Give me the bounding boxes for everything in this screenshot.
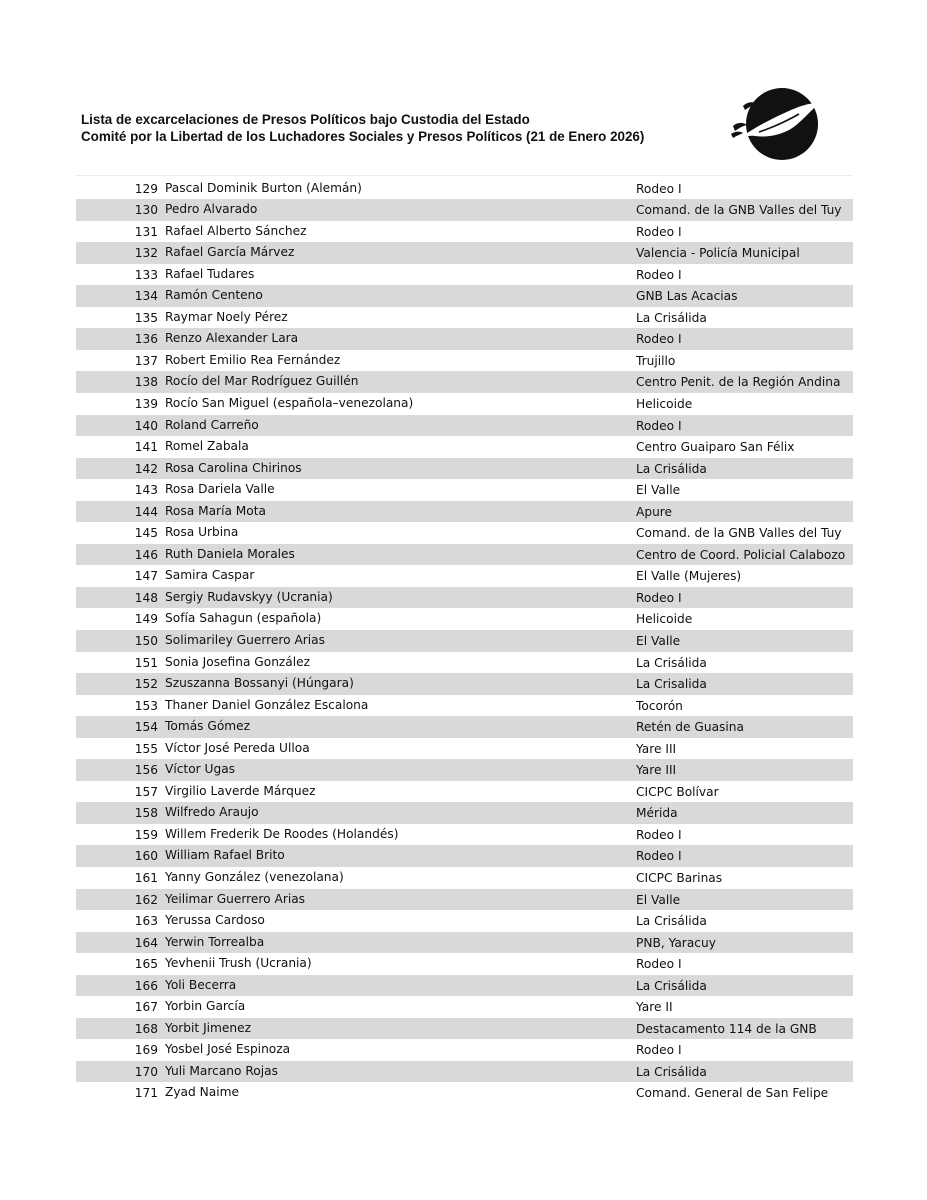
detention-location: Apure: [636, 504, 673, 519]
prisoner-name: Pascal Dominik Burton (Alemán): [165, 180, 362, 195]
row-number: 135: [134, 310, 158, 325]
table-row: [76, 242, 853, 264]
detention-location: La Crisálida: [636, 914, 707, 929]
detention-location: CICPC Bolívar: [636, 784, 719, 799]
table-row: [76, 1039, 853, 1061]
row-number: 153: [134, 698, 158, 713]
detention-location: Rodeo I: [636, 224, 682, 239]
detention-location: Comand. de la GNB Valles del Tuy: [636, 526, 842, 541]
row-number: 152: [134, 677, 158, 692]
prisoner-name: Yanny González (venezolana): [165, 870, 344, 884]
prisoner-name: Solimariley Guerrero Arias: [165, 632, 326, 647]
prisoner-name: Yosbel José Espinoza: [165, 1042, 291, 1057]
prisoner-name: Sonia Josefina González: [165, 654, 311, 669]
row-number: 138: [134, 375, 158, 390]
table-row: [76, 479, 853, 501]
detention-location: La Crisálida: [636, 461, 707, 476]
prisoner-name: Samira Caspar: [165, 568, 255, 583]
prisoner-name: Willem Frederik De Roodes (Holandés): [165, 826, 399, 841]
detention-location: Yare II: [636, 1000, 673, 1015]
detention-location: La Crisálida: [636, 655, 707, 670]
detention-location: Rodeo I: [636, 418, 682, 433]
detention-location: Helicoide: [636, 396, 693, 411]
table-row: [76, 630, 853, 652]
row-number: 171: [134, 1086, 158, 1101]
prisoner-name: Rafael García Márvez: [165, 245, 295, 260]
prisoner-name: Yoli Becerra: [165, 977, 237, 992]
prisoner-list: [76, 178, 853, 1105]
prisoner-name: Romel Zabala: [165, 439, 249, 454]
row-number: 163: [134, 914, 158, 929]
prisoner-name: Rafael Alberto Sánchez: [165, 223, 307, 238]
table-row: [76, 1061, 853, 1083]
row-number: 130: [134, 203, 158, 218]
detention-location: Rodeo I: [636, 267, 682, 282]
table-row: [76, 199, 853, 221]
row-number: 143: [134, 483, 158, 498]
detention-location: Helicoide: [636, 612, 693, 627]
detention-location: Rodeo I: [636, 332, 682, 347]
detention-location: Comand. General de San Felipe: [636, 1086, 829, 1101]
row-number: 155: [134, 741, 158, 756]
row-number: 162: [134, 892, 158, 907]
table-row: [76, 759, 853, 781]
row-number: 147: [134, 569, 158, 584]
detention-location: La Crisálida: [636, 978, 707, 993]
detention-location: Rodeo I: [636, 957, 682, 972]
prisoner-name: Rosa Urbina: [165, 525, 239, 540]
row-number: 134: [134, 289, 158, 304]
table-row: [76, 889, 853, 911]
table-row: [76, 285, 853, 307]
row-number: 154: [134, 720, 158, 735]
row-number: 146: [134, 547, 158, 562]
row-number: 142: [134, 461, 158, 476]
detention-location: Rodeo I: [636, 827, 682, 842]
row-number: 133: [134, 267, 158, 282]
row-number: 141: [134, 440, 158, 455]
row-number: 156: [134, 763, 158, 778]
prisoner-name: Yevhenii Trush (Ucrania): [165, 956, 312, 971]
prisoner-name: Raymar Noely Pérez: [165, 309, 288, 324]
row-number: 158: [134, 806, 158, 821]
table-row: [76, 544, 853, 566]
table-row: [76, 522, 853, 544]
detention-location: La Crisálida: [636, 310, 707, 325]
row-number: 150: [134, 633, 158, 648]
prisoner-name: Víctor Ugas: [165, 762, 236, 777]
prisoner-name: Yeilimar Guerrero Arias: [165, 891, 306, 906]
prisoner-name: Sofía Sahagun (española): [165, 611, 322, 626]
prisoner-name: Thaner Daniel González Escalona: [165, 697, 369, 712]
row-number: 169: [134, 1043, 158, 1058]
table-row: [76, 458, 853, 480]
row-number: 129: [134, 181, 158, 196]
table-row: [76, 975, 853, 997]
prisoner-name: William Rafael Brito: [165, 848, 285, 863]
detention-location: Tocorón: [636, 698, 683, 713]
prisoner-name: Virgilio Laverde Márquez: [165, 783, 316, 798]
detention-location: Rodeo I: [636, 849, 682, 864]
row-number: 160: [134, 849, 158, 864]
prisoner-name: Tomás Gómez: [165, 719, 251, 734]
detention-location: Centro de Coord. Policial Calabozo: [636, 547, 846, 562]
table-row: [76, 436, 853, 458]
prisoner-name: Roland Carreño: [165, 417, 259, 432]
table-row: [76, 371, 853, 393]
table-row: [76, 738, 853, 760]
row-number: 159: [134, 827, 158, 842]
detention-location: El Valle (Mujeres): [636, 569, 742, 584]
table-row: [76, 307, 853, 329]
row-number: 148: [134, 590, 158, 605]
row-number: 168: [134, 1021, 158, 1036]
document-title: Lista de excarcelaciones de Presos Políticos bajo Custodia del Estado: [81, 112, 530, 127]
row-number: 149: [134, 612, 158, 627]
row-number: 164: [134, 935, 158, 950]
detention-location: El Valle: [636, 633, 681, 648]
row-number: 136: [134, 332, 158, 347]
row-number: 167: [134, 1000, 158, 1015]
detention-location: Comand. de la GNB Valles del Tuy: [636, 203, 842, 218]
row-number: 170: [134, 1064, 158, 1079]
prisoner-name: Rosa Carolina Chirinos: [165, 460, 302, 475]
table-row: [76, 781, 853, 803]
detention-location: Rodeo I: [636, 181, 682, 196]
detention-location: El Valle: [636, 483, 681, 498]
prisoner-name: Rafael Tudares: [165, 266, 255, 281]
detention-location: Yare III: [636, 741, 677, 756]
prisoner-name: Yorbin García: [165, 999, 246, 1014]
prisoner-name: Rocío San Miguel (española–venezolana): [165, 395, 414, 410]
table-row: [76, 673, 853, 695]
table-row: [76, 867, 853, 889]
row-number: 151: [134, 655, 158, 670]
dove-on-black-circle-icon: [729, 88, 823, 162]
prisoner-name: Rosa María Mota: [165, 503, 267, 518]
prisoner-name: Szuszanna Bossanyi (Húngara): [165, 676, 354, 691]
table-row: [76, 802, 853, 824]
document-header: [81, 111, 701, 145]
row-number: 157: [134, 784, 158, 799]
row-number: 145: [134, 526, 158, 541]
detention-location: CICPC Barinas: [636, 871, 723, 885]
row-number: 161: [134, 871, 158, 885]
document-subtitle: Comité por la Libertad de los Luchadores Sociales y Presos Políticos (21 de Enero 2026): [81, 129, 645, 144]
prisoner-name: Ruth Daniela Morales: [165, 546, 295, 561]
table-row: [76, 328, 853, 350]
detention-location: Centro Guaiparo San Félix: [636, 440, 795, 455]
detention-location: Rodeo I: [636, 1043, 682, 1058]
row-number: 166: [134, 978, 158, 993]
row-number: 139: [134, 396, 158, 411]
row-number: 137: [134, 353, 158, 368]
table-row: [76, 1018, 853, 1040]
table-row: [76, 953, 853, 975]
prisoner-name: Wilfredo Araujo: [165, 805, 259, 820]
prisoner-name: Yerwin Torrealba: [165, 934, 265, 949]
table-row: [76, 393, 853, 415]
prisoner-name: Yorbit Jimenez: [165, 1020, 252, 1035]
table-row: [76, 608, 853, 630]
prisoner-name: Ramón Centeno: [165, 288, 263, 303]
detention-location: Mérida: [636, 806, 678, 821]
detention-location: GNB Las Acacias: [636, 289, 738, 304]
row-number: 140: [134, 418, 158, 433]
row-number: 144: [134, 504, 158, 519]
table-row: [76, 1082, 853, 1104]
table-row: [76, 932, 853, 954]
table-row: [76, 501, 853, 523]
detention-location: Trujillo: [636, 353, 676, 368]
prisoner-name: Víctor José Pereda Ulloa: [165, 740, 310, 755]
prisoner-name: Yuli Marcano Rojas: [165, 1063, 278, 1078]
prisoner-name: Robert Emilio Rea Fernández: [165, 352, 341, 367]
detention-location: Yare III: [636, 763, 677, 778]
dove-head: [813, 101, 822, 106]
table-row: [76, 587, 853, 609]
detention-location: Retén de Guasina: [636, 720, 744, 735]
detention-location: Destacamento 114 de la GNB: [636, 1021, 817, 1036]
table-row: [76, 652, 853, 674]
prisoner-name: Rocío del Mar Rodríguez Guillén: [165, 374, 359, 389]
table-row: [76, 716, 853, 738]
table-row: [76, 845, 853, 867]
detention-location: La Crisálida: [636, 1064, 707, 1079]
table-row: [76, 695, 853, 717]
table-row: [76, 996, 853, 1018]
prisoner-name: Rosa Dariela Valle: [165, 482, 275, 497]
detention-location: Rodeo I: [636, 590, 682, 605]
table-row: [76, 415, 853, 437]
prisoner-name: Pedro Alvarado: [165, 202, 258, 217]
table-row: [76, 350, 853, 372]
row-number: 132: [134, 246, 158, 261]
row-number: 131: [134, 224, 158, 239]
row-number: 165: [134, 957, 158, 972]
table-row: [76, 565, 853, 587]
prisoner-name: Yerussa Cardoso: [165, 913, 265, 928]
table-row: [76, 221, 853, 243]
dove-feather-low: [733, 123, 747, 131]
table-top-rule: [76, 175, 853, 176]
table-row: [76, 824, 853, 846]
detention-location: El Valle: [636, 892, 681, 907]
table-row: [76, 178, 853, 200]
table-row: [76, 910, 853, 932]
table-row: [76, 264, 853, 286]
prisoner-name: Zyad Naime: [165, 1085, 239, 1100]
detention-location: PNB, Yaracuy: [636, 935, 716, 950]
detention-location: Centro Penit. de la Región Andina: [636, 375, 841, 390]
detention-location: La Crisalida: [636, 677, 707, 692]
prisoner-name: Renzo Alexander Lara: [165, 331, 299, 346]
prisoner-name: Sergiy Rudavskyy (Ucrania): [165, 589, 333, 604]
detention-location: Valencia - Policía Municipal: [636, 246, 800, 261]
